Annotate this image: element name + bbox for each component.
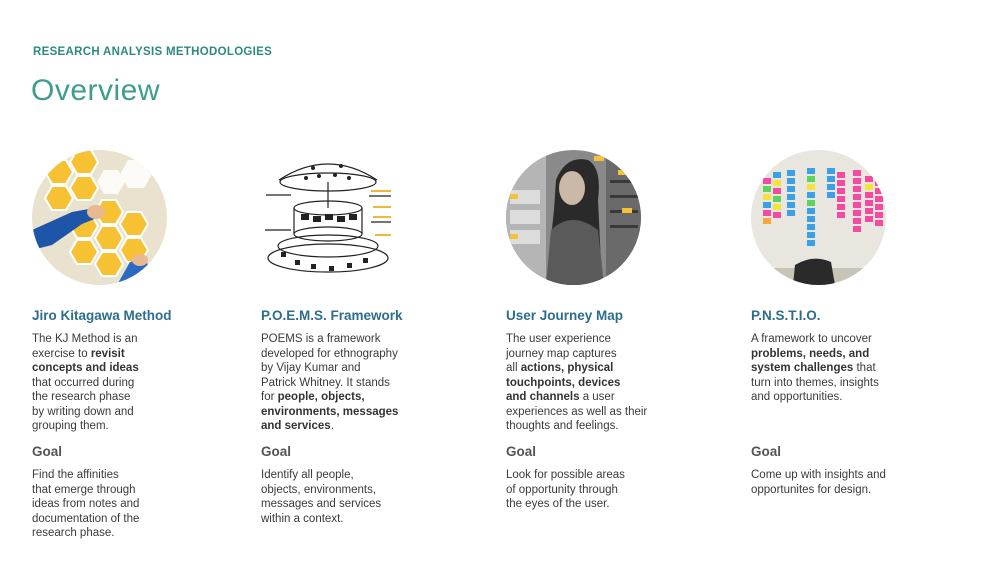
poems-sketch: [261, 150, 396, 285]
method-card-journey-map: [506, 150, 706, 510]
section-eyebrow: RESEARCH ANALYSIS METHODOLOGIES: [33, 46, 273, 58]
goal-heading: Goal: [751, 444, 782, 459]
goal-heading: Goal: [32, 444, 63, 459]
method-description: The user experience journey map captures all actions, physical touchpoints, devices and channels a user experiences as well as their thoughts and feelings.: [506, 333, 648, 432]
kj-method-photo: [32, 150, 167, 285]
method-title: User Journey Map: [506, 308, 624, 323]
method-card-pnstio: [751, 150, 951, 496]
goal-text: Come up with insights and opportunites for design.: [751, 469, 886, 496]
method-title: P.N.S.T.I.O.: [751, 308, 821, 323]
goal-text: Find the affinities that emerge through ideas from notes and documentation of the research phase.: [32, 469, 140, 539]
journey-map-photo: [506, 150, 641, 285]
method-card-poems: [261, 150, 461, 525]
goal-heading: Goal: [261, 444, 292, 459]
page-title: Overview: [31, 74, 161, 107]
goal-text: Identify all people, objects, environments, messages and services within a context.: [261, 469, 382, 525]
goal-text: Look for possible areas of opportunity through the eyes of the user.: [506, 469, 625, 510]
method-card-kj: [32, 150, 232, 539]
method-description: The KJ Method is an exercise to revisit concepts and ideas that occurred during the research phase by writing down and grouping them.: [32, 333, 139, 432]
goal-heading: Goal: [506, 444, 537, 459]
method-description: POEMS is a framework developed for ethnography by Vijay Kumar and Patrick Whitney. It stands for people, objects, environments, messages and services.: [261, 333, 399, 432]
method-description: A framework to uncover problems, needs, and system challenges that turn into themes, insights and opportunities.: [751, 333, 879, 403]
method-title: Jiro Kitagawa Method: [32, 308, 172, 323]
method-title: P.O.E.M.S. Framework: [261, 308, 403, 323]
sticky-notes-photo: [751, 150, 886, 285]
